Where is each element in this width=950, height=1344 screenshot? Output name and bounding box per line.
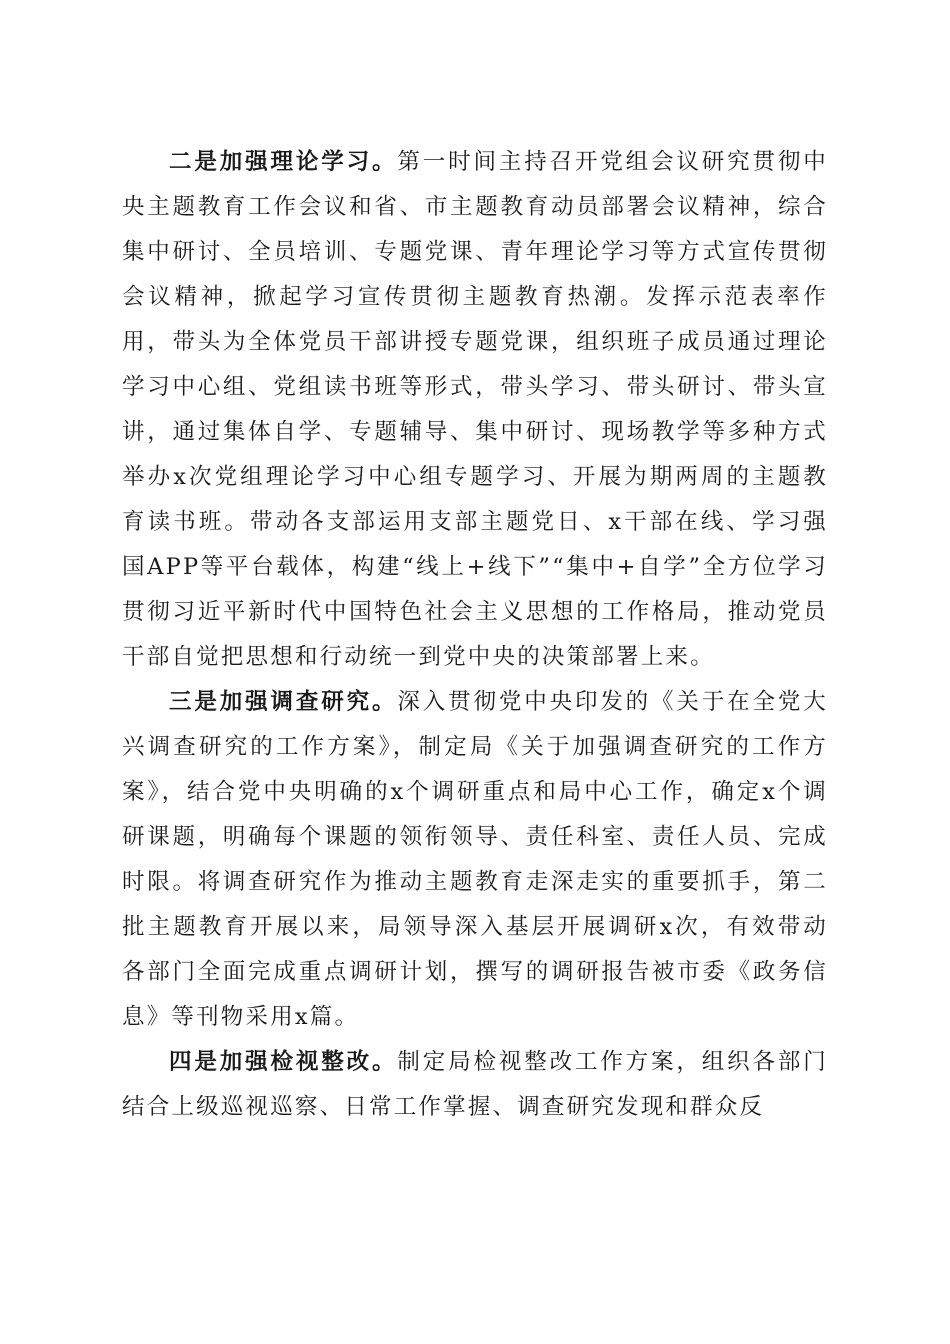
paragraph-body: 深入贯彻党中央印发的《关于在全党大兴调查研究的工作方案》，制定局《关于加强调查研究的工作方案》，结合党中央明确的x个调研重点和局中心工作，确定x个调研课题，明确每个课题的领衔领导、责任科室、责任人员、完成时限。将调查研究作为推动主题教育走深走实的重要抓手，第二批主题教育开展以来，局领导深入基层开展调研x次，有效带动各部门全面完成重点调研计划，撰写的调研报告被市委《政务信息》等刊物采用x篇。 xyxy=(122,689,828,1030)
paragraph-body: 第一时间主持召开党组会议研究贯彻中央主题教育工作会议和省、市主题教育动员部署会议精神，综合集中研讨、全员培训、专题党课、青年理论学习等方式宣传贯彻会议精神，掀起学习宣传贯彻主题教育热潮。发挥示范表率作用，带头为全体党员干部讲授专题党课，组织班子成员通过理论学习中心组、党组读书班等形式，带头学习、带头研讨、带头宣讲，通过集体自学、专题辅导、集中研讨、现场教学等多种方式举办x次党组理论学习中心组专题学习、开展为期两周的主题教育读书班。带动各支部运用支部主题党日、x干部在线、学习强国APP等平台载体，构建“线上+线下”“集中+自学”全方位学习贯彻习近平新时代中国特色社会主义思想的工作格局，推动党员干部自觉把思想和行动统一到党中央的决策部署上来。 xyxy=(122,149,828,670)
paragraph-heading: 四是加强检视整改。 xyxy=(169,1049,398,1075)
document-page xyxy=(122,140,828,1130)
paragraph-heading: 二是加强理论学习。 xyxy=(169,149,398,175)
paragraph-investigation-research xyxy=(122,680,828,1040)
paragraph-heading: 三是加强调查研究。 xyxy=(169,689,398,715)
paragraph-body: 制定局检视整改工作方案，组织各部门结合上级巡视巡察、日常工作掌握、调查研究发现和群众反 xyxy=(122,1049,828,1120)
paragraph-inspection-rectification xyxy=(122,1040,828,1130)
paragraph-theory-study xyxy=(122,140,828,680)
